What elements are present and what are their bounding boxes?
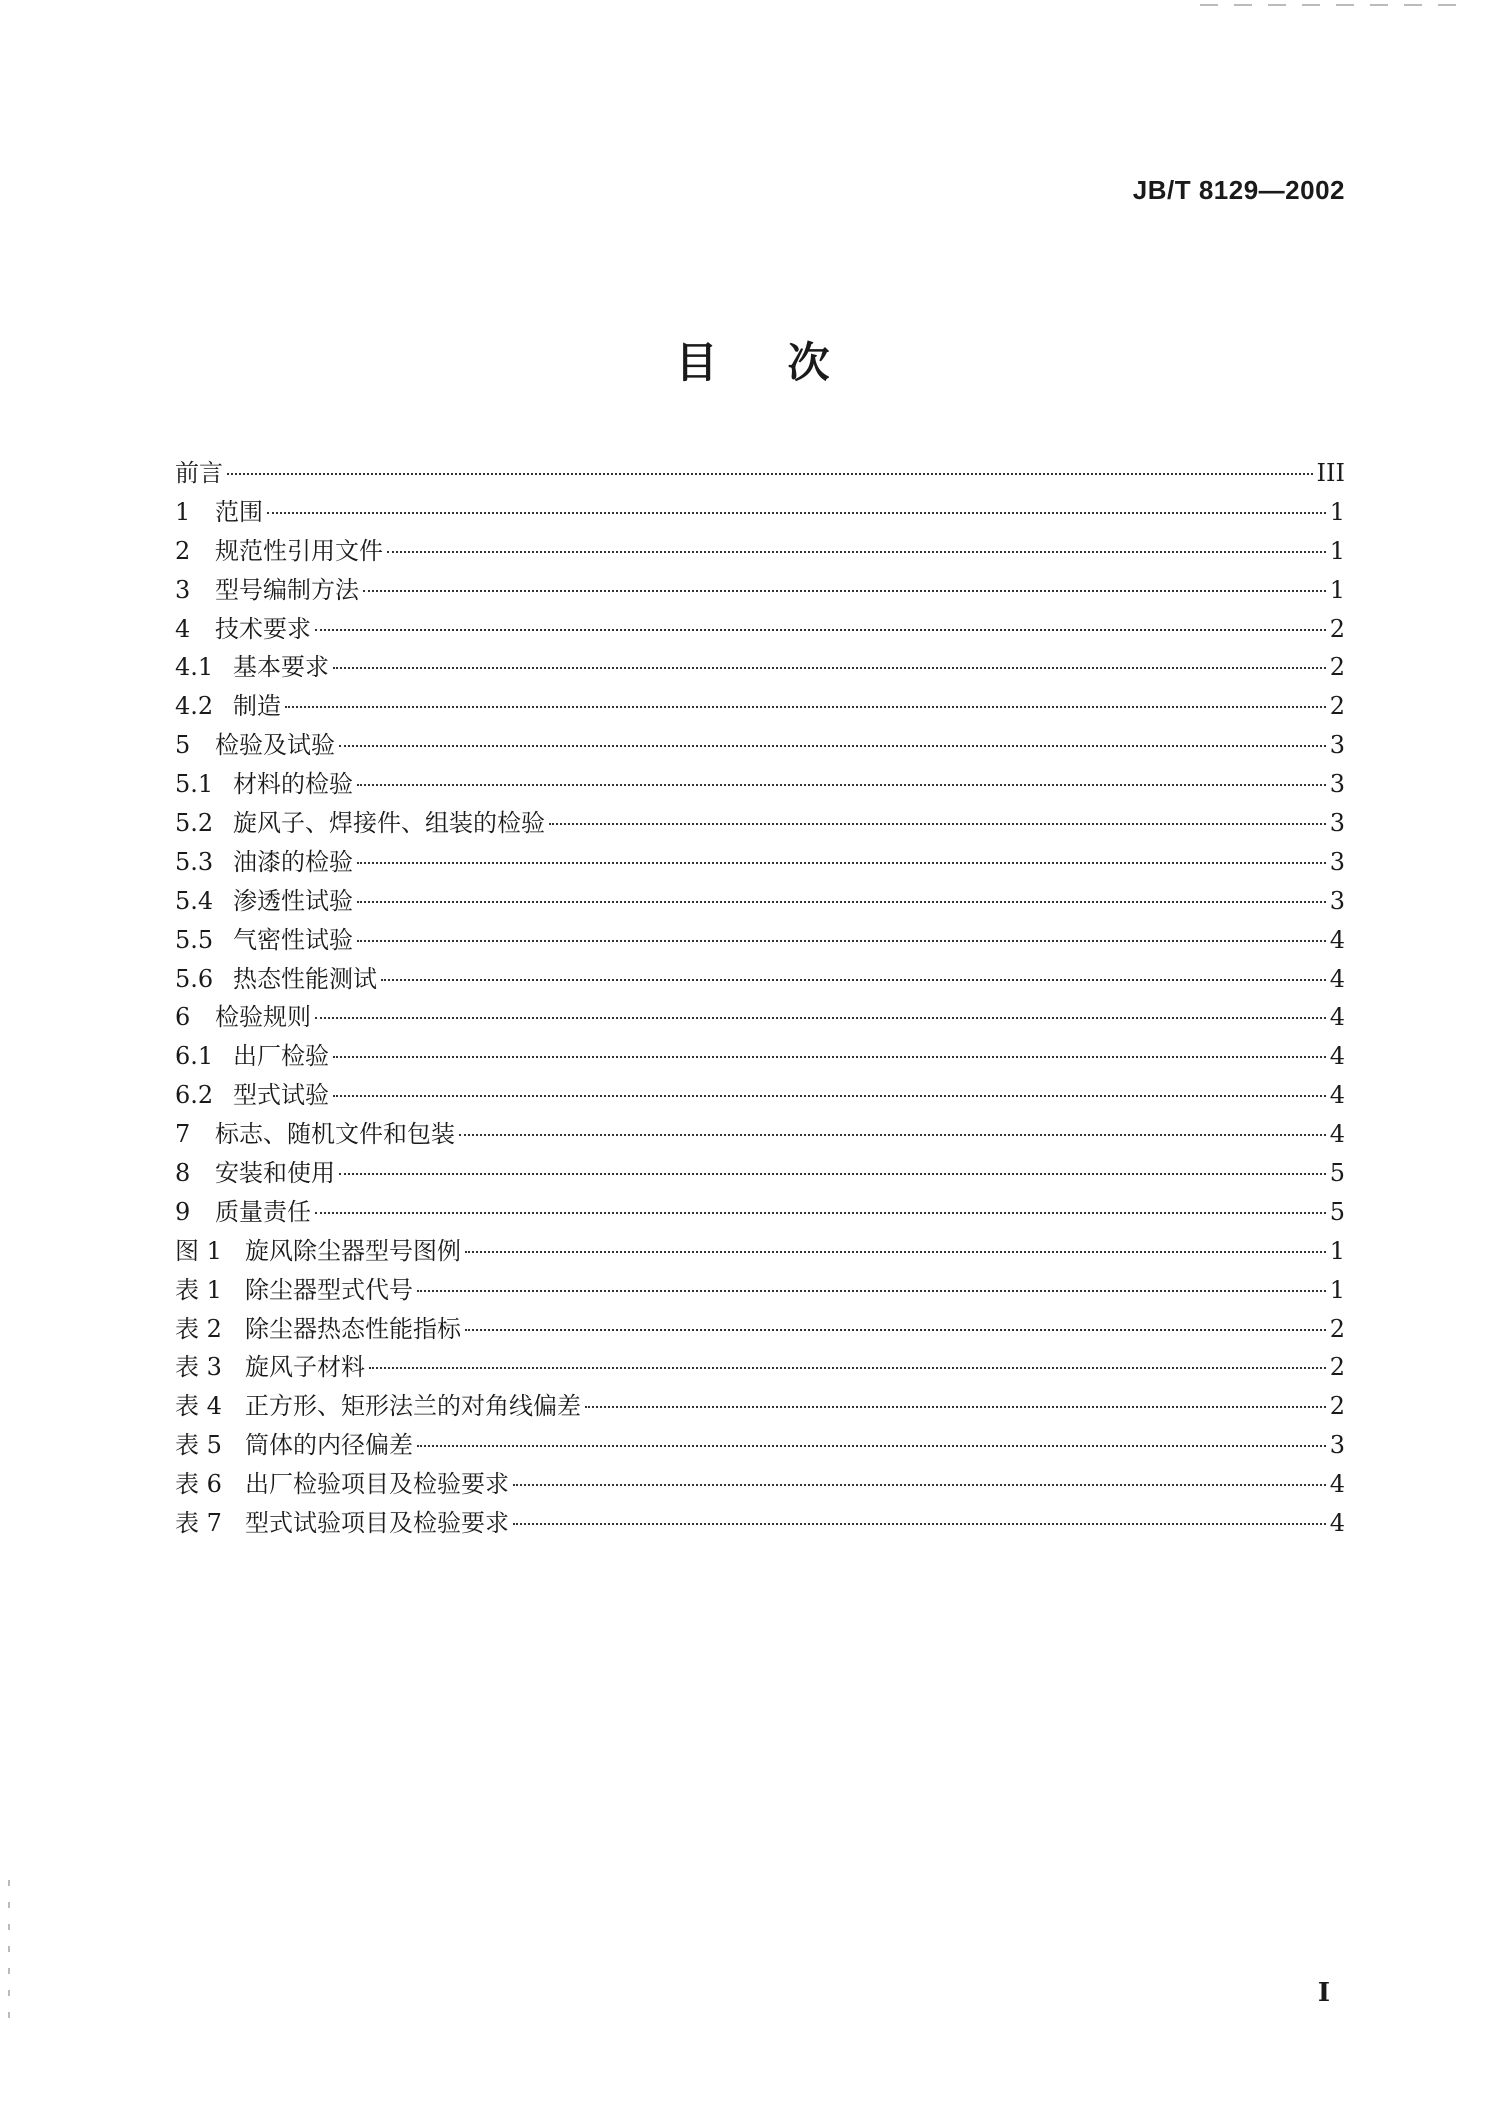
toc-entry [175,1115,1345,1154]
toc-entry-title: 范围 [215,497,263,526]
toc-entry [175,1232,1345,1271]
toc-dot-leader [315,629,1326,631]
toc-entry-page: 5 [1329,1197,1345,1226]
toc-entry-title: 检验规则 [215,1003,311,1032]
toc-dot-leader [387,551,1326,553]
toc-dot-leader [513,1523,1326,1525]
toc-dot-leader [357,940,1326,942]
toc-entry [175,843,1345,882]
toc-entry-page: 4 [1329,1003,1345,1032]
toc-entry [175,493,1345,532]
toc-entry-title: 除尘器热态性能指标 [245,1314,461,1343]
toc-entry [175,571,1345,610]
toc-entry-title: 旋风子、焊接件、组装的检验 [233,809,545,838]
toc-entry-title: 除尘器型式代号 [245,1275,413,1304]
toc-entry-title: 规范性引用文件 [215,536,383,565]
toc-entry-number: 表 1 [175,1275,222,1304]
toc-entry-page: 5 [1329,1159,1345,1188]
toc-entry-number: 5.2 [175,809,214,838]
toc-dot-leader [339,745,1326,747]
toc-entry-title: 检验及试验 [215,731,335,760]
toc-entry-title: 基本要求 [233,653,329,682]
toc-entry [175,1154,1345,1193]
table-of-contents [175,454,1345,1543]
toc-dot-leader [459,1134,1326,1136]
toc-entry [175,1076,1345,1115]
toc-entry-title: 制造 [233,692,281,721]
toc-entry-page: 4 [1329,1120,1345,1149]
toc-dot-leader [513,1484,1326,1486]
toc-dot-leader [333,667,1326,669]
toc-entry-page: 3 [1329,731,1345,760]
toc-entry [175,765,1345,804]
toc-dot-leader [315,1017,1326,1019]
toc-entry-number: 5 [175,731,191,760]
page-title: 目次 [675,338,900,387]
toc-entry [175,1348,1345,1387]
toc-entry [175,1271,1345,1310]
toc-entry-number: 表 3 [175,1353,222,1382]
toc-entry-page: 2 [1329,1392,1345,1421]
toc-entry-title: 旋风子材料 [245,1353,365,1382]
toc-dot-leader [465,1329,1326,1331]
toc-entry-title: 热态性能测试 [233,964,377,993]
toc-entry [175,1426,1345,1465]
toc-entry [175,610,1345,649]
toc-entry-page: 2 [1329,1353,1345,1382]
toc-entry-number: 表 6 [175,1470,222,1499]
toc-entry-page: 2 [1329,653,1345,682]
toc-entry-page: 4 [1329,925,1345,954]
toc-entry [175,921,1345,960]
toc-entry-number: 7 [175,1120,191,1149]
toc-entry-number: 表 7 [175,1509,222,1538]
toc-entry-page: 2 [1329,1314,1345,1343]
toc-dot-leader [381,979,1326,981]
toc-dot-leader [417,1290,1326,1292]
toc-entry-number: 5.1 [175,770,214,799]
toc-entry [175,804,1345,843]
toc-entry [175,648,1345,687]
toc-entry-page: 1 [1329,1275,1345,1304]
toc-entry [175,1037,1345,1076]
toc-entry-title: 型号编制方法 [215,575,359,604]
toc-entry-title: 材料的检验 [233,770,353,799]
toc-entry-number: 4 [175,614,191,643]
toc-dot-leader [549,823,1326,825]
toc-dot-leader [357,862,1326,864]
toc-dot-leader [227,473,1313,475]
toc-entry-page: 4 [1329,964,1345,993]
toc-entry-page: III [1316,459,1345,487]
toc-entry-title: 标志、随机文件和包装 [215,1120,455,1149]
toc-entry-title: 旋风除尘器型号图例 [245,1236,461,1265]
toc-entry-title: 正方形、矩形法兰的对角线偏差 [245,1392,581,1421]
toc-entry-title: 出厂检验项目及检验要求 [245,1470,509,1499]
toc-entry-page: 1 [1329,536,1345,565]
toc-entry-number: 6.1 [175,1042,214,1071]
toc-dot-leader [267,512,1326,514]
toc-entry-number: 5.3 [175,847,214,876]
toc-entry-number: 1 [175,497,191,526]
toc-entry-title: 安装和使用 [215,1159,335,1188]
toc-entry-number: 6.2 [175,1081,214,1110]
toc-dot-leader [465,1251,1326,1253]
toc-dot-leader [417,1445,1326,1447]
toc-entry-number: 表 5 [175,1431,222,1460]
toc-dot-leader [585,1406,1326,1408]
toc-entry-title: 油漆的检验 [233,847,353,876]
toc-dot-leader [333,1056,1326,1058]
toc-entry-page: 2 [1329,692,1345,721]
toc-entry [175,1387,1345,1426]
toc-entry-number: 表 4 [175,1392,222,1421]
toc-dot-leader [357,901,1326,903]
toc-entry [175,454,1345,493]
page-number: I [1317,1978,1330,2008]
toc-entry-page: 3 [1329,847,1345,876]
toc-entry [175,1504,1345,1543]
toc-entry-page: 1 [1329,1236,1345,1265]
toc-entry-title: 气密性试验 [233,925,353,954]
toc-entry-number: 6 [175,1003,191,1032]
toc-dot-leader [369,1367,1326,1369]
toc-dot-leader [339,1173,1326,1175]
toc-entry [175,1193,1345,1232]
toc-entry [175,1310,1345,1349]
standard-number: JB/T 8129—2002 [1132,175,1345,205]
toc-entry-number: 5.4 [175,886,214,915]
toc-dot-leader [285,706,1326,708]
toc-entry [175,998,1345,1037]
toc-entry-page: 3 [1329,1431,1345,1460]
toc-dot-leader [315,1212,1326,1214]
toc-dot-leader [357,784,1326,786]
toc-entry-title: 质量责任 [215,1197,311,1226]
toc-entry-page: 4 [1329,1470,1345,1499]
toc-entry-title: 渗透性试验 [233,886,353,915]
toc-entry [175,960,1345,999]
toc-entry-title: 技术要求 [215,614,311,643]
toc-entry-number: 5.6 [175,964,214,993]
toc-entry-number: 9 [175,1197,191,1226]
toc-entry-page: 4 [1329,1509,1345,1538]
scan-mark-left [8,1880,10,2030]
toc-entry-page: 3 [1329,886,1345,915]
toc-entry-title: 型式试验 [233,1081,329,1110]
scan-mark-top [1200,4,1460,6]
toc-entry [175,532,1345,571]
toc-dot-leader [333,1095,1326,1097]
toc-entry-number: 4.2 [175,692,214,721]
toc-entry [175,1465,1345,1504]
toc-entry-number: 2 [175,536,191,565]
toc-entry-title: 前言 [175,459,223,487]
toc-entry [175,687,1345,726]
toc-entry-title: 出厂检验 [233,1042,329,1071]
toc-entry-number: 表 2 [175,1314,222,1343]
toc-entry [175,882,1345,921]
toc-entry-number: 5.5 [175,925,214,954]
toc-entry-number: 8 [175,1159,191,1188]
toc-entry [175,726,1345,765]
toc-entry-number: 图 1 [175,1236,222,1265]
toc-entry-title: 型式试验项目及检验要求 [245,1509,509,1538]
toc-entry-page: 3 [1329,809,1345,838]
toc-entry-page: 1 [1329,575,1345,604]
toc-entry-number: 3 [175,575,191,604]
toc-entry-title: 筒体的内径偏差 [245,1431,413,1460]
toc-entry-page: 1 [1329,497,1345,526]
toc-entry-page: 4 [1329,1042,1345,1071]
toc-entry-number: 4.1 [175,653,214,682]
toc-dot-leader [363,590,1326,592]
toc-entry-page: 4 [1329,1081,1345,1110]
toc-entry-page: 3 [1329,770,1345,799]
toc-entry-page: 2 [1329,614,1345,643]
